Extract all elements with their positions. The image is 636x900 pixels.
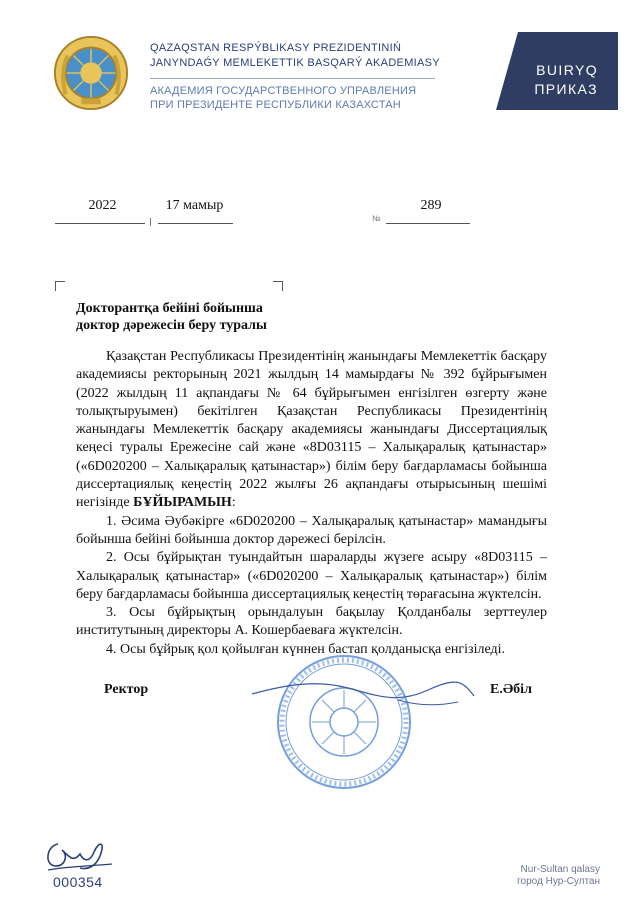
signatory-title: Ректор [104,682,149,697]
field-separator [150,218,151,226]
state-emblem-icon [52,34,130,112]
signatory-name: Е.Әбіл [490,682,532,697]
order-colon: : [231,495,236,511]
number-underline [386,223,470,224]
handwritten-initials-icon [40,836,120,876]
order-item-4: 4. Осы бұйрық қол қойылған күннен бастап қолданысқа енгізіледі. [106,641,505,657]
order-item-2: 2. Осы бұйрықтан туындайтын шараларды жүзеге асыру «8D03115 – Халықаралық қатынастар» («6D020200 – Халықаралық қатынастар») білім беру бағдарламасы бойынша диссертациялық кеңестің төрағасына жүктелсін. [76,550,547,602]
title-corner-right [273,281,283,291]
title-line-1: Докторантқа бейіні бойынша [76,301,263,316]
date-underline [158,223,233,224]
badge-label-kazakh: BUIRYQ [536,62,598,78]
order-item-1: 1. Әсима Әубәкірге «6D020200 – Халықаралық қатынастар» мамандығы бойынша бейіні бойынша доктор дәрежесі берілсін. [76,513,547,547]
document-body [76,348,547,659]
intro-text: Қазақстан Республикасы Президентінің жанындағы Мемлекеттік басқару академиясы ректорының 2021 жылдың 14 мамырдағы № 392 бұйрығымен (2022 жылдың 11 ақпандағы № 64 бұйрығымен енгізілген өзгерту және толықтыруымен) бекітілген Қазақстан Республикасы Президентінің жанындағы Мемлекеттік басқару академиясы жанындағы Диссертациялық кеңесі туралы Ережесіне сай және «8D03115 – Халықаралық қатынастар» («6D020200 – Халықаралық қатынастар») білім беру бағдарламасы бойынша диссертациялық кеңестің 2022 жылғы 26 ақпандағы отырысының шешімі негізінде [76,349,547,511]
order-date: 17 мамыр [165,198,224,213]
title-corner-left [55,281,65,291]
city-russian: город Нур-Султан [517,876,600,887]
title-line-2: доктор дәрежесін беру туралы [76,318,267,333]
header-russian-line-1: АКАДЕМИЯ ГОСУДАРСТВЕННОГО УПРАВЛЕНИЯ [150,85,417,97]
rector-signature-icon [248,676,478,716]
official-seal-icon [274,652,414,792]
serial-number: 000354 [53,874,103,890]
badge-label-russian: ПРИКАЗ [534,81,598,97]
order-number: 289 [420,198,442,213]
number-label: № [372,214,381,223]
header-divider [150,78,435,79]
city-latin: Nur-Sultan qalasy [520,864,600,875]
order-word: БҰЙЫРАМЫН [133,495,232,511]
header-latin-line-1: QAZAQSTAN RESPÝBLIKASY PREZIDENTІNІŃ [150,42,402,54]
document-title [76,300,267,334]
header-russian-line-2: ПРИ ПРЕЗИДЕНТЕ РЕСПУБЛИКИ КАЗАХСТАН [150,99,401,111]
order-item-3: 3. Осы бұйрықтың орындалуын бақылау Қолданбалы зерттеулер институтының директоры А. Кошербаеваға жүктелсін. [76,605,547,639]
year-underline [55,223,145,224]
intro-paragraph [76,348,547,513]
order-year: 2022 [88,198,117,213]
header-latin-line-2: JANYNDAǴY MEMLEKETTІK BASQARÝ AKADEMIASY [150,57,440,69]
